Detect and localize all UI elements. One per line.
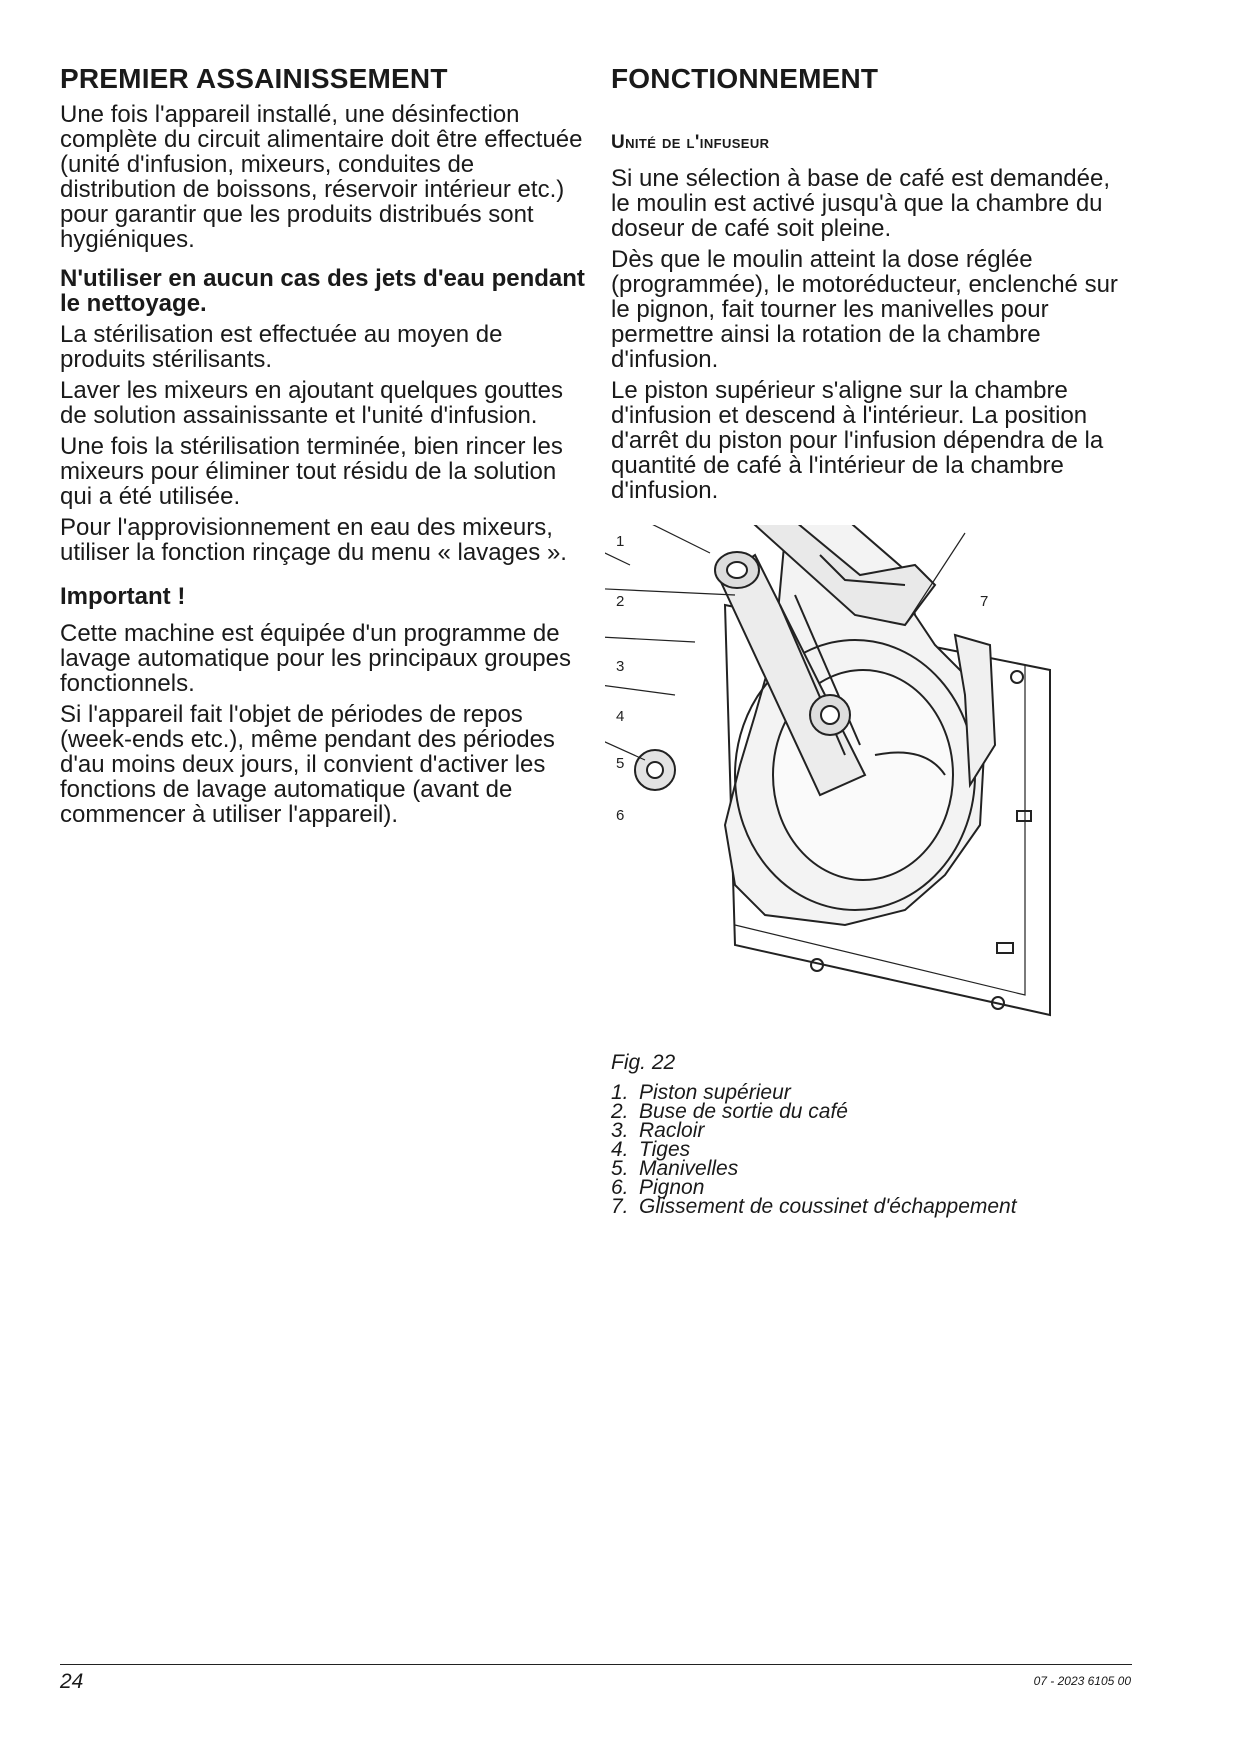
paragraph: Cette machine est équipée d'un programme de lavage automatique pour les principaux groupes fonctionnels. (60, 620, 571, 697)
document-code: 07 - 2023 6105 00 (1033, 1674, 1131, 1688)
figure-caption (611, 1051, 1171, 1216)
legend-item: 6. Pignon (611, 1176, 705, 1199)
paragraph: Pour l'approvisionnement en eau des mixeurs, utiliser la fonction rinçage du menu « lavages ». (60, 514, 567, 566)
section-title-fonctionnement: FONCTIONNEMENT (611, 63, 879, 94)
figure-legend (611, 1083, 1171, 1216)
callout-6: 6 (616, 807, 625, 824)
infuser-unit-drawing (605, 525, 1065, 1045)
paragraph: Laver les mixeurs en ajoutant quelques gouttes de solution assainissante et l'unité d'infusion. (60, 377, 563, 429)
callout-7: 7 (980, 593, 989, 610)
paragraph: Dès que le moulin atteint la dose réglée (programmée), le motoréducteur, enclenché sur le pignon, fait tourner les manivelles pour permettre ainsi la rotation de la chambre d'infusion. (611, 246, 1118, 373)
legend-item: 2. Buse de sortie du café (611, 1100, 848, 1123)
legend-item: 3. Racloir (611, 1119, 705, 1142)
callout-2: 2 (616, 593, 625, 610)
paragraph: Si l'appareil fait l'objet de périodes de repos (week-ends etc.), même pendant des périodes d'au moins deux jours, il convient d'activer les fonctions de lavage automatique (avant de commencer à utiliser l'appareil). (60, 701, 555, 828)
figure-label: Fig. 22 (611, 1051, 676, 1074)
infuser-unit-figure (605, 525, 1065, 1045)
callout-3: 3 (616, 658, 625, 675)
footer-divider (60, 1664, 1132, 1665)
warning-text: N'utiliser en aucun cas des jets d'eau pendant le nettoyage. (60, 265, 585, 317)
callout-1: 1 (616, 533, 625, 550)
legend-item: 7. Glissement de coussinet d'échappement (611, 1195, 1017, 1218)
legend-item: 4. Tiges (611, 1138, 691, 1161)
callout-4: 4 (616, 708, 625, 725)
paragraph: Le piston supérieur s'aligne sur la chambre d'infusion et descend à l'intérieur. La position d'arrêt du piston pour l'infusion dépendra de la quantité de café à l'intérieur de la chambre d'infusion. (611, 377, 1104, 504)
section-title-premier-assainissement: PREMIER ASSAINISSEMENT (60, 63, 448, 94)
subsection-title: Unité de l'infuseur (611, 132, 770, 153)
legend-item: 5. Manivelles (611, 1157, 739, 1180)
right-column (611, 62, 1131, 509)
paragraph: Une fois la stérilisation terminée, bien rincer les mixeurs pour éliminer tout résidu de la solution qui a été utilisée. (60, 433, 563, 510)
page-number: 24 (60, 1670, 84, 1693)
legend-item: 1. Piston supérieur (611, 1081, 791, 1104)
callout-5: 5 (616, 755, 625, 772)
paragraph: Une fois l'appareil installé, une désinfection complète du circuit alimentaire doit être effectuée (unité d'infusion, mixeurs, conduites de distribution de boissons, réservoir intérieur etc.) pour garantir que les produits distribués sont hygiéniques. (60, 101, 583, 253)
left-column (60, 62, 590, 833)
paragraph: La stérilisation est effectuée au moyen de produits stérilisants. (60, 321, 503, 373)
important-heading: Important ! (60, 583, 186, 610)
paragraph: Si une sélection à base de café est demandée, le moulin est activé jusqu'à que la chambre du doseur de café soit pleine. (611, 165, 1111, 242)
